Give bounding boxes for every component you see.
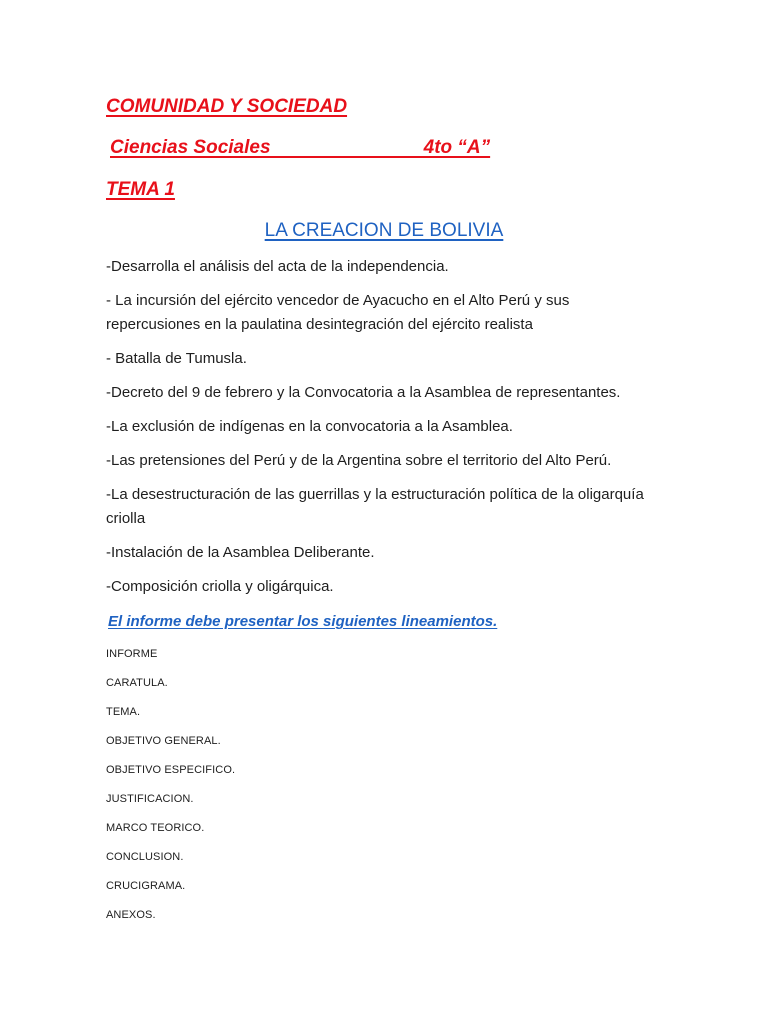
list-item: -La exclusión de indígenas en la convocatoria a la Asamblea. [106, 418, 513, 435]
report-item: CONCLUSION. [106, 851, 184, 863]
list-item: -Decreto del 9 de febrero y la Convocatoria a la Asamblea de representantes. [106, 384, 621, 401]
report-item: JUSTIFICACION. [106, 793, 194, 805]
topic-points-list [106, 255, 666, 609]
report-item: OBJETIVO GENERAL. [106, 735, 221, 747]
topic-heading-text: LA CREACION DE BOLIVIA [264, 220, 504, 241]
report-item: MARCO TEORICO. [106, 822, 205, 834]
report-item: OBJETIVO ESPECIFICO. [106, 764, 236, 776]
list-item: -Instalación de la Asamblea Deliberante. [106, 544, 375, 561]
report-instruction: El informe debe presentar los siguientes lineamientos. [108, 613, 498, 630]
list-item: -Desarrolla el análisis del acta de la independencia. [106, 258, 449, 275]
theme-number: TEMA 1 [106, 179, 175, 200]
topic-heading [0, 219, 768, 243]
report-item: ANEXOS. [106, 909, 156, 921]
subject-and-grade: Ciencias Sociales 4to “A” [110, 137, 491, 158]
report-item: CARATULA. [106, 677, 168, 689]
report-item: CRUCIGRAMA. [106, 880, 186, 892]
list-item: - Batalla de Tumusla. [106, 350, 247, 367]
report-item: TEMA. [106, 706, 141, 718]
list-item: -La desestructuración de las guerrillas y la estructuración política de la oligarquía criolla [106, 486, 644, 527]
list-item: -Las pretensiones del Perú y de la Argentina sobre el territorio del Alto Perú. [106, 452, 612, 469]
list-item: -Composición criolla y oligárquica. [106, 578, 334, 595]
report-sections-list [106, 644, 235, 934]
list-item: - La incursión del ejército vencedor de Ayacucho en el Alto Perú y sus repercusiones en la paulatina desintegración del ejército realista [106, 292, 570, 333]
document-title: COMUNIDAD Y SOCIEDAD [106, 96, 348, 117]
report-item: INFORME [106, 648, 158, 660]
